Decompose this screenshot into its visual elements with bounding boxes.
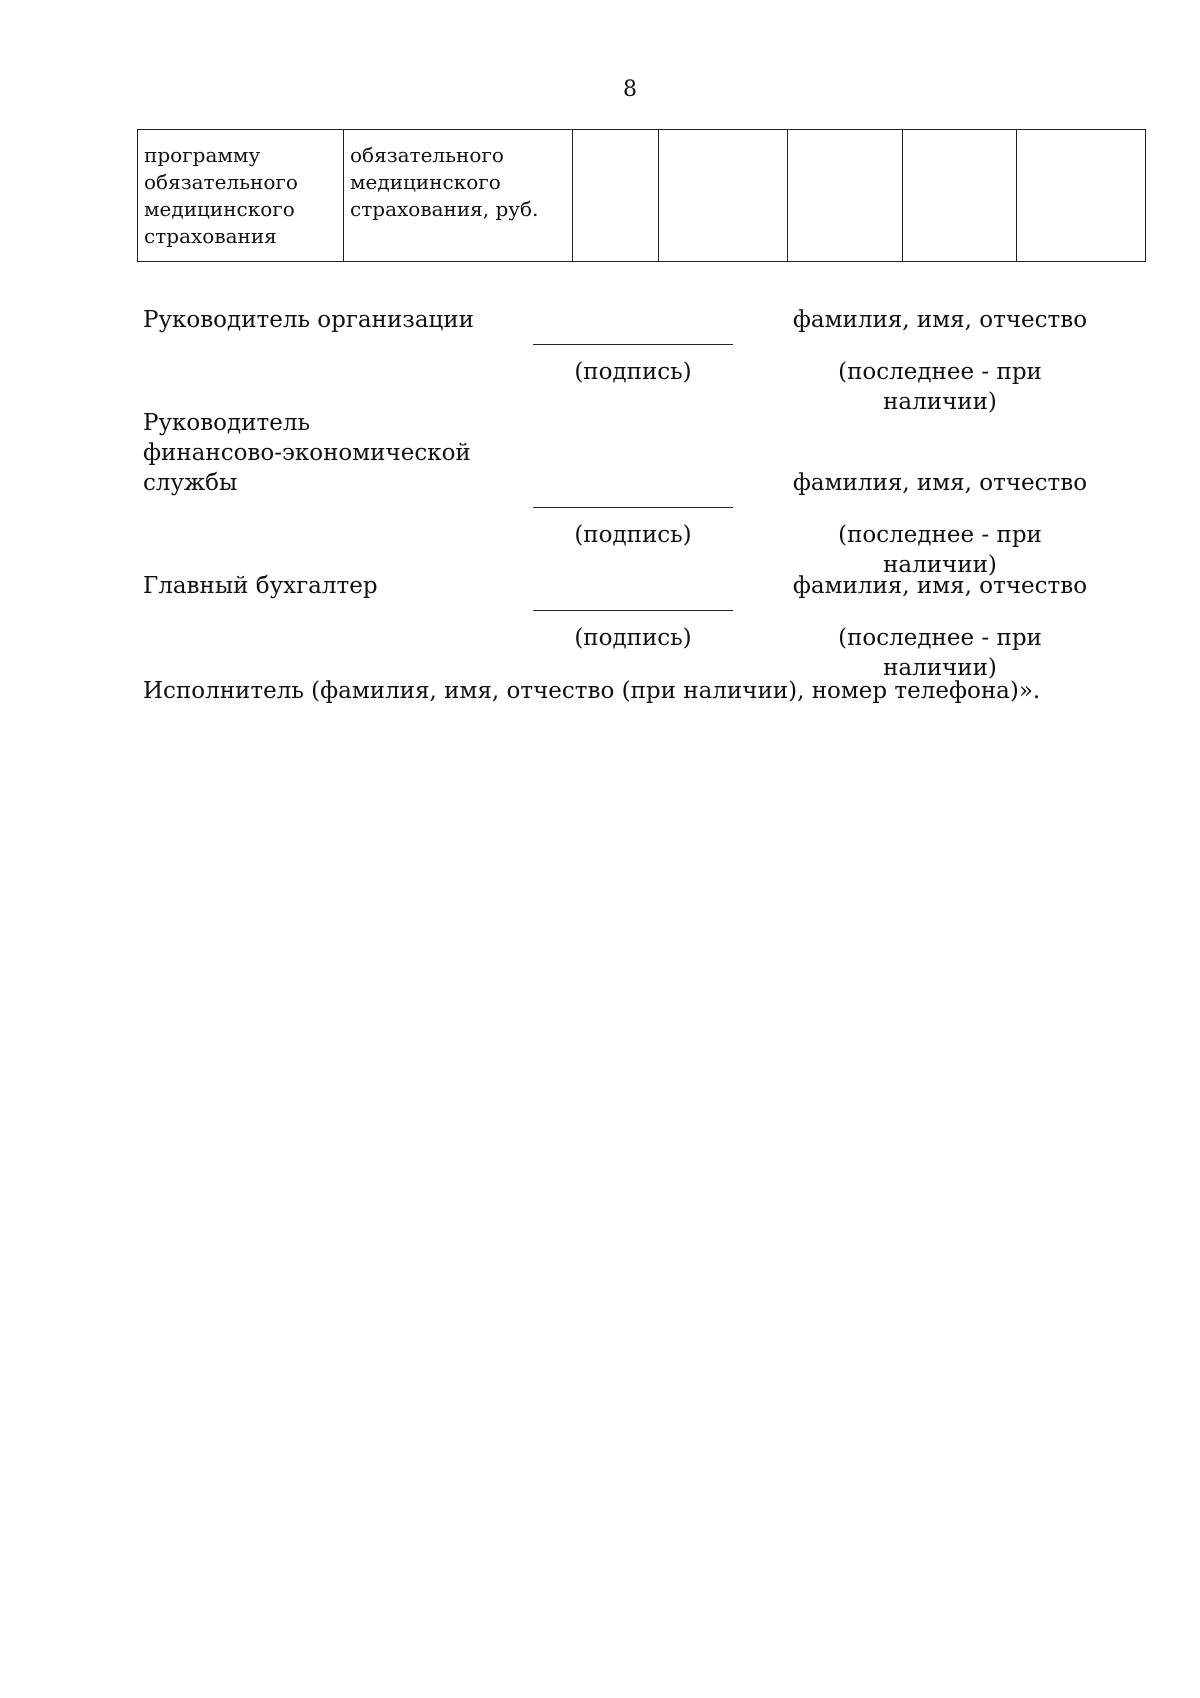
page-number: 8 [623, 77, 637, 102]
signature-caption: (подпись) [574, 522, 692, 548]
name-note: (последнее - при наличии) [838, 625, 1042, 681]
name-label: фамилия, имя, отчество [792, 470, 1088, 496]
signatory-role-finance: Руководитель финансово-экономической службы [143, 410, 471, 496]
signature-line [533, 344, 733, 345]
name-note: (последнее - при наличии) [838, 522, 1042, 578]
signature-line [533, 610, 733, 611]
signature-line [533, 507, 733, 508]
signature-caption: (подпись) [574, 625, 692, 651]
name-label: фамилия, имя, отчество [792, 307, 1088, 333]
signature-block [0, 0, 1200, 760]
cell-text: обязательного медицинского страхования, руб. [350, 143, 539, 221]
executor-line: Исполнитель (фамилия, имя, отчество (при наличии), номер телефона)». [143, 678, 1041, 704]
name-note: (последнее - при наличии) [838, 359, 1042, 415]
signature-caption: (подпись) [574, 359, 692, 385]
signatory-role-head: Руководитель организации [143, 307, 474, 333]
cell-text: программу обязательного медицинского страхования [144, 143, 298, 248]
signatory-role-accountant: Главный бухгалтер [143, 573, 378, 599]
name-label: фамилия, имя, отчество [792, 573, 1088, 599]
